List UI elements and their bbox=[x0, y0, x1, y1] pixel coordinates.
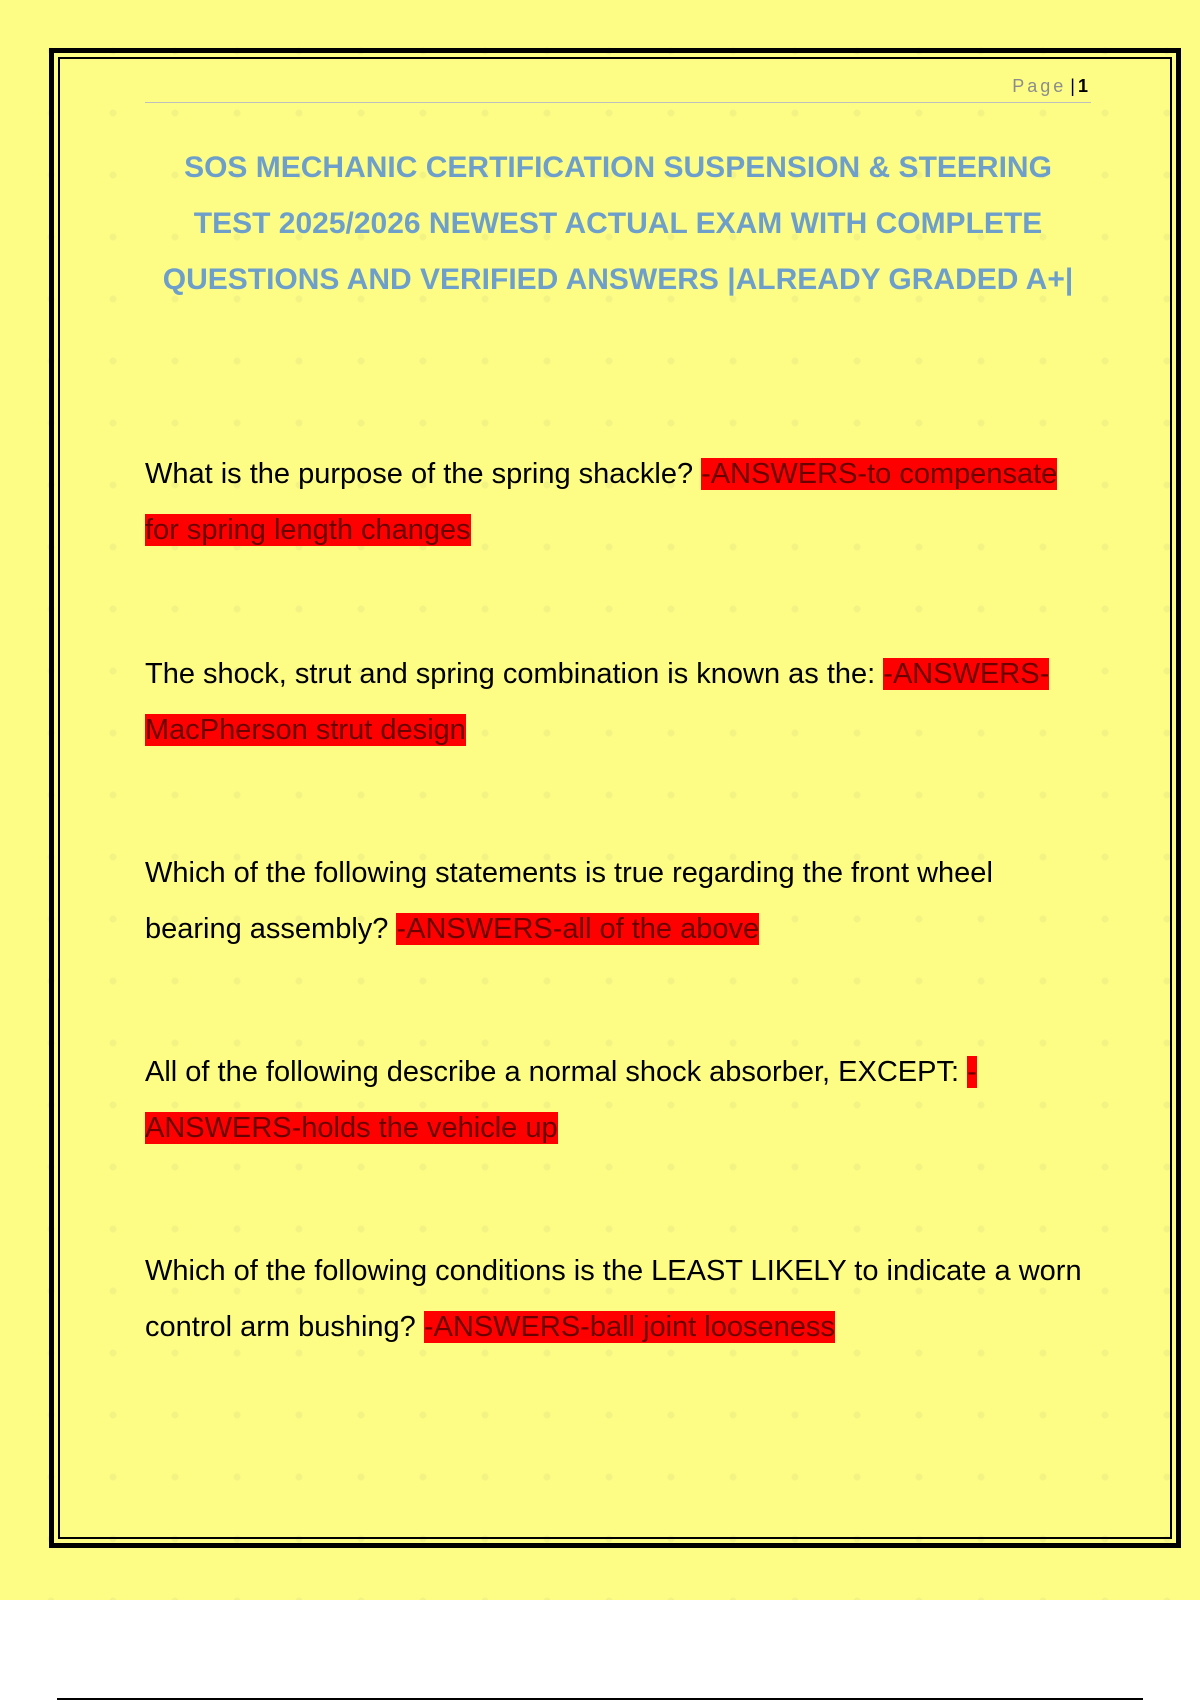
answer-highlight: -ANSWERS-MacPherson strut design bbox=[145, 658, 1050, 746]
page-number-header bbox=[1012, 76, 1088, 97]
answer-highlight: -ANSWERS-holds the vehicle up bbox=[145, 1056, 977, 1144]
answer-highlight: -ANSWERS-ball joint looseness bbox=[423, 1311, 835, 1343]
question-3 bbox=[145, 845, 1091, 957]
question-5 bbox=[145, 1243, 1091, 1355]
question-text: The shock, strut and spring combination is known as the: bbox=[145, 658, 884, 690]
question-text: Which of the following statements is true regarding the front wheel bearing assembly? bbox=[145, 857, 993, 945]
answer-highlight: -ANSWERS-to compensate for spring length changes bbox=[145, 458, 1058, 546]
page-number: 1 bbox=[1077, 76, 1088, 96]
question-1 bbox=[145, 446, 1091, 558]
page-word: Page bbox=[1012, 76, 1067, 96]
question-2 bbox=[145, 646, 1091, 758]
page-separator: | bbox=[1070, 76, 1075, 96]
answer-highlight: -ANSWERS-all of the above bbox=[396, 913, 760, 945]
question-4 bbox=[145, 1044, 1091, 1156]
question-text: Which of the following conditions is the LEAST LIKELY to indicate a worn control arm bushing? bbox=[145, 1255, 1082, 1343]
header-divider bbox=[145, 102, 1091, 103]
question-text: All of the following describe a normal shock absorber, EXCEPT: bbox=[145, 1056, 968, 1088]
document-title: SOS MECHANIC CERTIFICATION SUSPENSION & STEERING TEST 2025/2026 NEWEST ACTUAL EXAM WITH COMPLETE QUESTIONS AND VERIFIED ANSWERS |ALREADY GRADED A+| bbox=[162, 151, 1074, 296]
question-text: What is the purpose of the spring shackle? bbox=[145, 458, 702, 490]
